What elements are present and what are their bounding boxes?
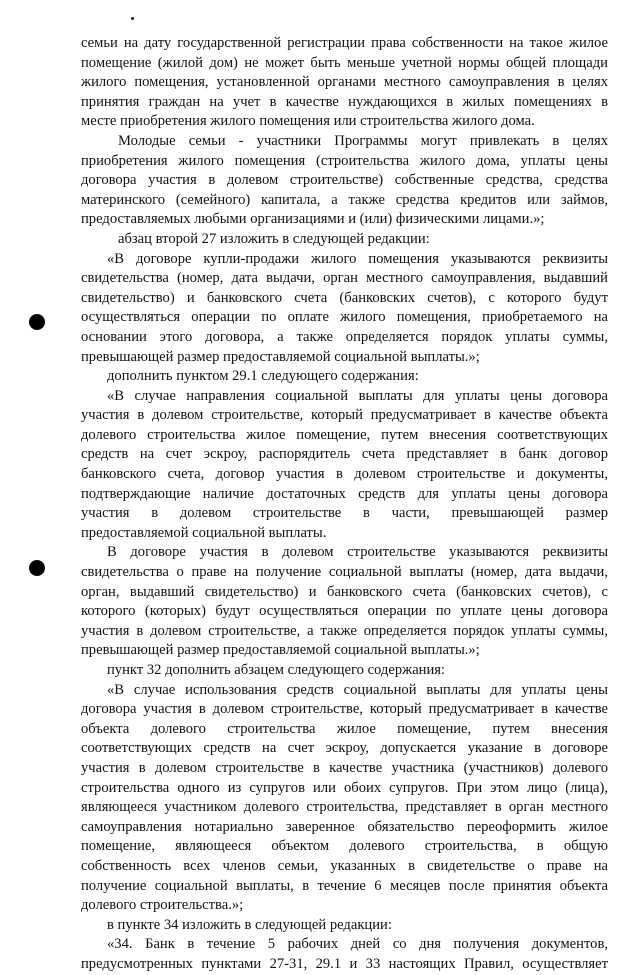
text-line: предоставляемой социальной выплаты. — [81, 524, 327, 541]
document-body-text — [81, 34, 608, 975]
text-line: помещение (жилой дом) не может быть меньше учетной нормы общей площади — [81, 54, 608, 71]
text-line: превышающей размер предоставляемой социальной выплаты.»; — [81, 642, 480, 659]
text-line: участия в долевом строительстве в части, превышающей размер — [81, 505, 608, 522]
text-line: месте приобретения жилого помещения или строительства жилого дома. — [81, 113, 535, 130]
text-line: абзац второй 27 изложить в следующей редакции: — [118, 230, 430, 247]
text-line: принятия граждан на учет в качестве нуждающихся в жилых помещениях в — [81, 93, 608, 110]
text-line: Молодые семьи - участники Программы могут привлекать в целях — [118, 132, 608, 149]
text-line: «В случае направления социальной выплаты для уплаты цены договора — [107, 387, 608, 404]
scan-speck — [131, 17, 134, 20]
text-line: самоуправления нотариально заверенное обязательство переоформить жилое — [81, 818, 608, 835]
text-line: собственность всех членов семьи, указанных в свидетельстве о праве на — [81, 857, 608, 874]
text-line: помещение, являющееся объектом долевого строительства, в общую — [81, 838, 608, 855]
text-line: строительства одного из супругов или обоих супругов. При этом лицо (лица), — [81, 779, 608, 796]
text-line: объекта долевого строительства жилое помещение, путем внесения — [81, 720, 608, 737]
text-line: являющееся участником долевого строительства, представляет в орган местного — [81, 799, 608, 816]
text-line: В договоре участия в долевом строительстве указываются реквизиты — [107, 544, 608, 561]
text-line: которого (которых) будут осуществляться операции по уплате цены договора — [81, 603, 608, 620]
text-line: осуществляться операции по оплате жилого помещения, приобретаемого на — [81, 309, 608, 326]
text-line: превышающей размер предоставляемой социальной выплаты.»; — [81, 348, 480, 365]
text-line: приобретения жилого помещения (строительства жилого дома, уплаты цены — [81, 152, 608, 169]
text-line: соответствующих средств на счет эскроу, допускается указание в договоре — [81, 740, 608, 757]
text-line: участия в долевом строительстве в качестве участника (участников) долевого — [81, 759, 608, 776]
text-line: дополнить пунктом 29.1 следующего содержания: — [107, 368, 419, 385]
text-line: банковского счета, договор участия в долевом строительстве и документы, — [81, 466, 608, 483]
text-line: свидетельство) и банковского счета (банковских счетов), с которого будут — [81, 289, 608, 306]
punch-hole-mark — [29, 560, 45, 576]
text-line: жилого помещения, установленной органами местного самоуправления в целях — [81, 74, 608, 91]
text-line: материнского (семейного) капитала, а также средства кредитов или займов, — [81, 191, 608, 208]
text-line: свидетельства (номер, дата выдачи, орган местного самоуправления, выдавший — [81, 270, 608, 287]
text-line: в пункте 34 изложить в следующей редакции: — [107, 916, 392, 933]
punch-hole-mark — [29, 314, 45, 330]
text-line: «В договоре купли-продажи жилого помещения указываются реквизиты — [107, 250, 608, 267]
text-line: подтверждающие наличие достаточных средств для уплаты цены договора — [81, 485, 608, 502]
text-line: долевого строительства.»; — [81, 897, 244, 914]
text-line: предусмотренных пунктами 27-31, 29.1 и 33 настоящих Правил, осуществляет — [81, 955, 608, 972]
text-line: договора участия в долевом строительстве) собственные средства, средства — [81, 172, 608, 189]
text-line: договора участия в долевом строительстве, который предусматривает в качестве — [81, 701, 608, 718]
text-line: средств на счет эскроу, распорядитель счета представляет в банк договор — [81, 446, 608, 463]
text-line: долевого строительства жилое помещение, путем внесения соответствующих — [81, 426, 608, 443]
text-line: основании этого договора, а также определяется порядок уплаты суммы, — [81, 328, 608, 345]
text-line: получение социальной выплаты, в течение 6 месяцев после принятия объекта — [81, 877, 608, 894]
text-line: семьи на дату государственной регистрации права собственности на такое жилое — [81, 35, 608, 51]
text-line: участия в долевом строительстве, а также определяется порядок уплаты суммы, — [81, 622, 608, 639]
text-line: предоставляемых любыми организациями и (или) физическими лицами.»; — [81, 211, 545, 228]
text-line: свидетельства о праве на получение социальной выплаты (номер, дата выдачи, — [81, 564, 608, 581]
text-line: орган, выдавший свидетельство) и банковского счета (банковских счетов), с — [81, 583, 608, 600]
text-line: «В случае использования средств социальной выплаты для уплаты цены — [107, 681, 608, 698]
text-line: пункт 32 дополнить абзацем следующего содержания: — [107, 662, 446, 678]
text-line: «34. Банк в течение 5 рабочих дней со дня получения документов, — [107, 936, 608, 953]
text-line: участия в долевом строительстве, который предусматривает в качестве объекта — [81, 407, 608, 424]
